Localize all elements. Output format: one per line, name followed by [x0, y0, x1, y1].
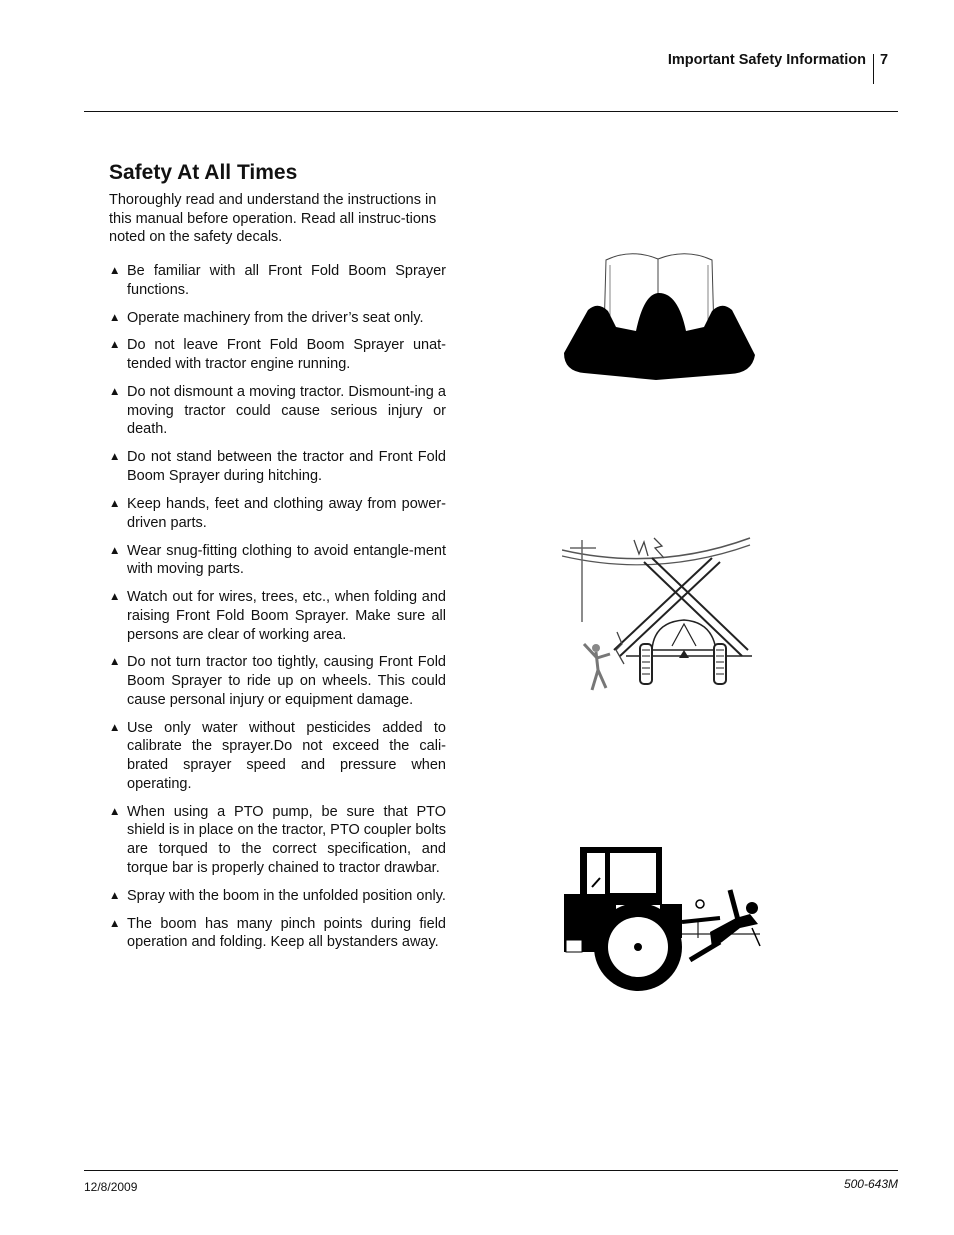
bullet-triangle: ▲	[109, 721, 121, 734]
bullet-text: Do not stand between the tractor and Front Fold Boom Sprayer during hitching.	[127, 449, 446, 485]
tractor-runover-hazard-icon	[560, 842, 765, 997]
bullet-text: Be familiar with all Front Fold Boom Sprayer functions.	[127, 263, 446, 298]
running-header-title: Important Safety Information	[667, 52, 866, 68]
bullet-triangle: ▲	[109, 451, 121, 464]
intro-paragraph: Thoroughly read and understand the instructions in this manual before operation. Read all instruc-tions noted on the safety decals.	[109, 192, 437, 246]
bullet-triangle: ▲	[109, 544, 121, 557]
safety-bullet-list	[109, 262, 446, 961]
section-title: Safety At All Times	[109, 161, 298, 184]
bullet-triangle: ▲	[109, 591, 121, 604]
person-reading-manual-icon	[556, 245, 761, 385]
list-item	[109, 383, 446, 439]
bullet-text: The boom has many pinch points during field operation and folding. Keep all bystanders away.	[127, 915, 446, 951]
top-rule	[84, 111, 898, 112]
header-divider	[873, 54, 874, 84]
bullet-triangle: ▲	[109, 917, 121, 930]
list-item	[109, 588, 446, 644]
list-item	[109, 887, 446, 906]
list-item	[109, 448, 446, 485]
list-item	[109, 336, 446, 373]
bullet-text: Do not turn tractor too tightly, causing Front Fold Boom Sprayer to ride up on wheels. This could cause personal injury or equipment damage.	[127, 654, 446, 708]
list-item	[109, 262, 446, 299]
list-item	[109, 542, 446, 579]
list-item	[109, 803, 446, 878]
bullet-triangle: ▲	[109, 339, 121, 352]
page-number: 7	[880, 52, 889, 68]
bullet-triangle: ▲	[109, 656, 121, 669]
bullet-text: Do not leave Front Fold Boom Sprayer unat-tended with tractor engine running.	[127, 337, 446, 373]
bullet-triangle: ▲	[109, 805, 121, 818]
bullet-text: Use only water without pesticides added to calibrate the sprayer.Do not exceed the cali-brated sprayer speed and pressure when operating.	[127, 719, 446, 792]
bullet-text: Keep hands, feet and clothing away from power-driven parts.	[127, 495, 446, 531]
bullet-text: Operate machinery from the driver’s seat only.	[127, 309, 424, 326]
bullet-text: When using a PTO pump, be sure that PTO shield is in place on the tractor, PTO coupler bolts are torqued to the correct specification, and torque bar is properly chained to tractor drawbar.	[127, 803, 446, 876]
bullet-triangle: ▲	[109, 497, 121, 510]
list-item	[109, 495, 446, 532]
bullet-text: Wear snug-fitting clothing to avoid entangle-ment with moving parts.	[127, 542, 446, 578]
footer-rule	[84, 1170, 898, 1171]
list-item	[109, 915, 446, 952]
bullet-triangle: ▲	[109, 265, 121, 277]
bullet-text: Spray with the boom in the unfolded position only.	[127, 887, 446, 904]
list-item	[109, 653, 446, 709]
bullet-triangle: ▲	[109, 386, 121, 399]
overhead-power-line-hazard-icon	[562, 532, 754, 694]
bullet-triangle: ▲	[109, 311, 121, 324]
footer-document-number: 500-643M	[843, 1177, 898, 1191]
bullet-text: Watch out for wires, trees, etc., when folding and raising Front Fold Boom Sprayer. Make sure all persons are clear of working area.	[127, 589, 446, 643]
footer-date: 12/8/2009	[84, 1180, 138, 1194]
bullet-text: Do not dismount a moving tractor. Dismount-ing a moving tractor could cause serious injury or death.	[127, 384, 446, 438]
list-item	[109, 309, 446, 328]
list-item	[109, 719, 446, 794]
bullet-triangle: ▲	[109, 889, 121, 902]
